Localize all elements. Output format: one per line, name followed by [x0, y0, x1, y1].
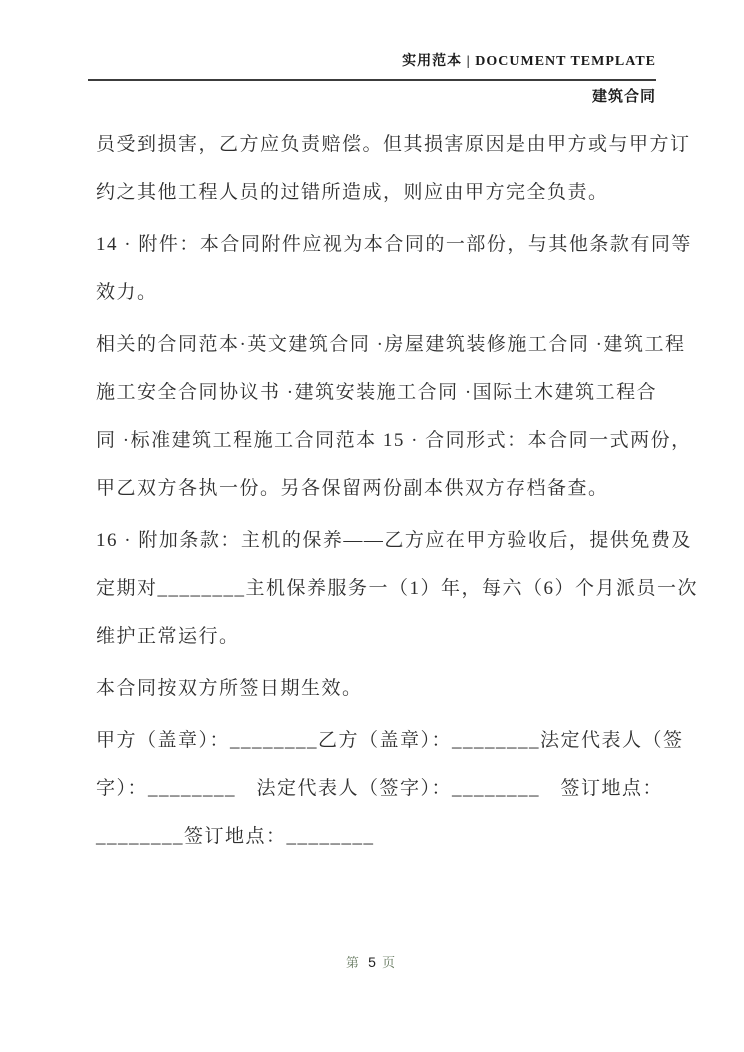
text-line: 同 ·标准建筑工程施工合同范本 15 · 合同形式：本合同一式两份，: [96, 430, 692, 451]
page-number-suffix: 页: [382, 955, 399, 970]
text-line: 定期对________主机保养服务一（1）年，每六（6）个月派员一次: [96, 578, 699, 599]
document-title: 建筑合同: [591, 89, 656, 105]
document-body: [96, 121, 699, 861]
page-footer: [0, 952, 744, 971]
text-line: 字）：________ 法定代表人（签字）：________ 签订地点：: [96, 778, 664, 799]
header-brand-text: 实用范本 | DOCUMENT TEMPLATE: [402, 54, 656, 69]
text-line: 效力。: [96, 282, 158, 303]
text-line: 14 · 附件：本合同附件应视为本合同的一部份，与其他条款有同等: [96, 234, 692, 255]
text-line: 约之其他工程人员的过错所造成，则应由甲方完全负责。: [96, 182, 609, 203]
page-header: [88, 50, 656, 106]
text-line: 甲方（盖章）：________乙方（盖章）：________法定代表人（签: [96, 730, 684, 751]
text-line: 员受到损害，乙方应负责赔偿。但其损害原因是由甲方或与甲方订: [96, 134, 691, 155]
text-line: 施工安全合同协议书 ·建筑安装施工合同 ·国际土木建筑工程合: [96, 382, 658, 403]
text-line: ________签订地点：________: [96, 826, 375, 847]
text-line: 本合同按双方所签日期生效。: [96, 678, 363, 699]
text-line: 甲乙双方各执一份。另各保留两份副本供双方存档备查。: [96, 478, 609, 499]
header-divider-line: [88, 79, 656, 81]
page-number-prefix: 第: [345, 955, 362, 970]
page-number: 5: [368, 954, 376, 970]
text-line: 相关的合同范本·英文建筑合同 ·房屋建筑装修施工合同 ·建筑工程: [96, 334, 686, 355]
text-line: 16 · 附加条款：主机的保养——乙方应在甲方验收后，提供免费及: [96, 530, 692, 551]
text-line: 维护正常运行。: [96, 626, 240, 647]
